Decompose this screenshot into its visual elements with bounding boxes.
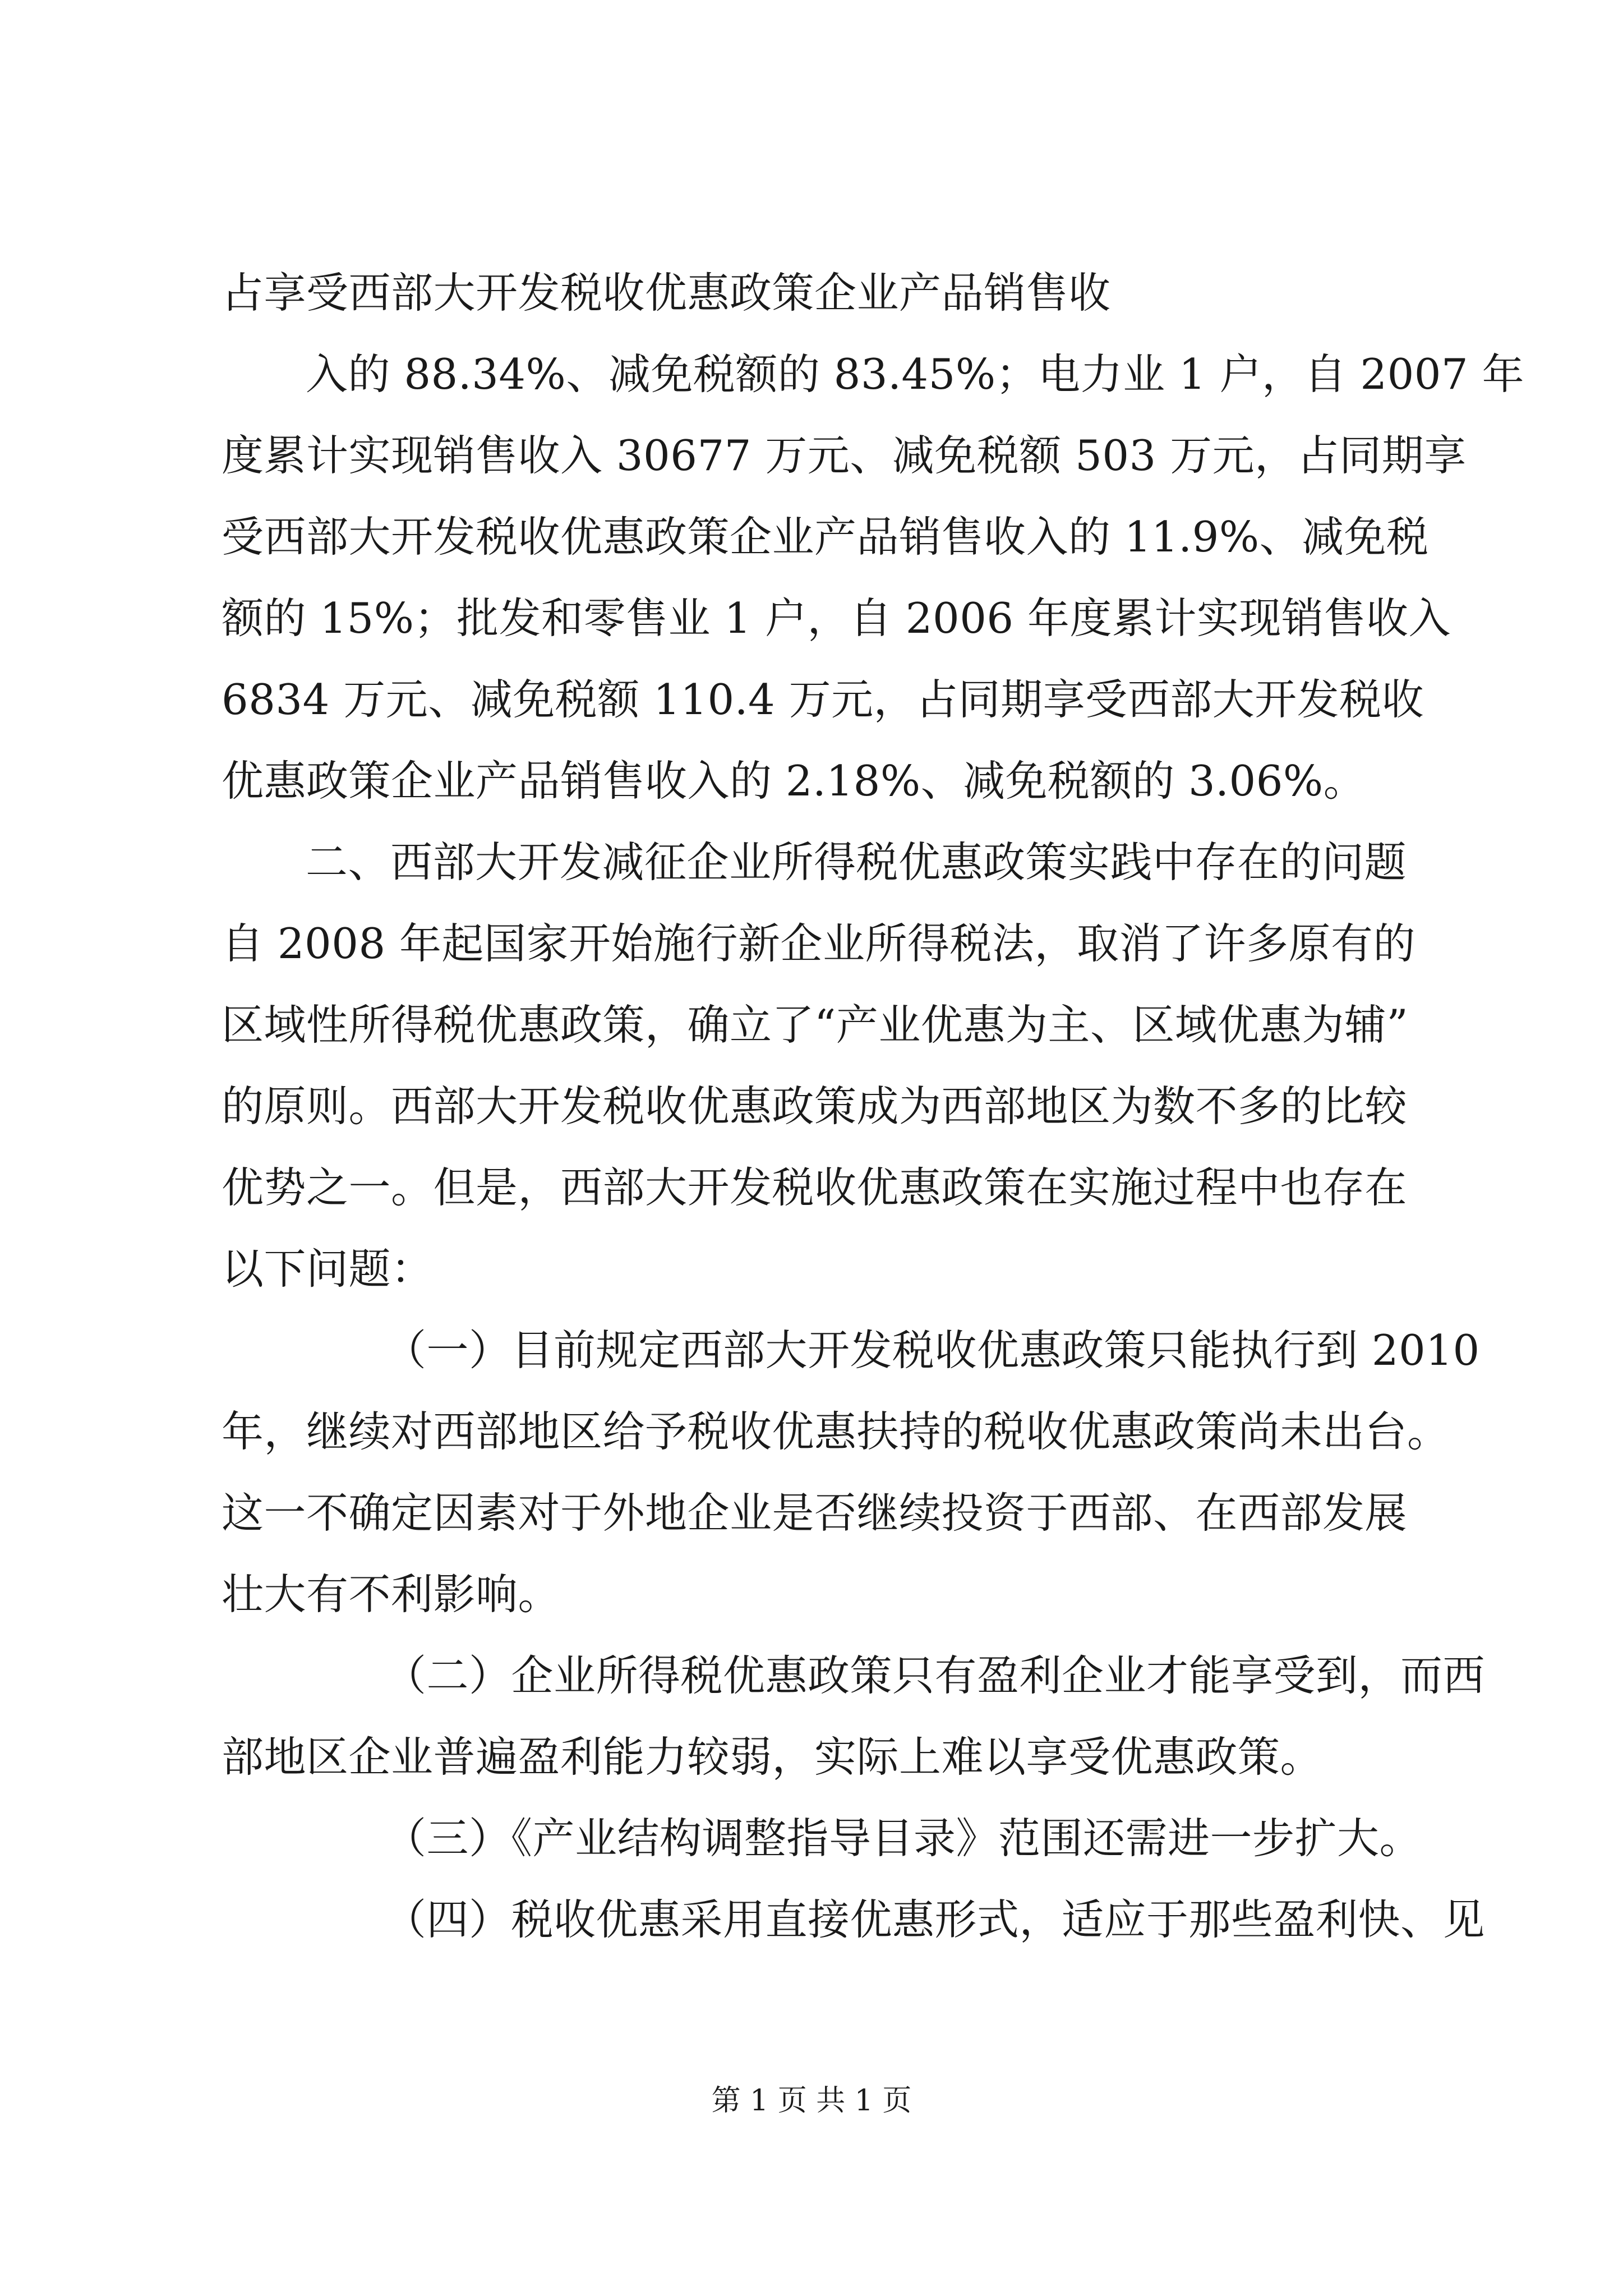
- text-line: 优惠政策企业产品销售收入的 2.18%、减免税额的 3.06%。: [222, 756, 1366, 806]
- text-line: 壮大有不利影响。: [222, 1570, 561, 1619]
- list-item-1: （一）目前规定西部大开发税收优惠政策只能执行到 2010: [384, 1326, 1480, 1375]
- text-line: 占享受西部大开发税收优惠政策企业产品销售收: [222, 268, 1111, 318]
- text-line: 年，继续对西部地区给予税收优惠扶持的税收优惠政策尚未出台。: [222, 1407, 1450, 1456]
- text-line: 部地区企业普遍盈利能力较弱，实际上难以享受优惠政策。: [222, 1732, 1323, 1782]
- text-line: 优势之一。但是，西部大开发税收优惠政策在实施过程中也存在: [222, 1163, 1408, 1212]
- text-line: 受西部大开发税收优惠政策企业产品销售收入的 11.9%、减免税: [222, 512, 1429, 562]
- text-line: 这一不确定因素对于外地企业是否继续投资于西部、在西部发展: [222, 1488, 1408, 1538]
- list-item-3: （三）《产业结构调整指导目录》范围还需进一步扩大。: [384, 1814, 1422, 1863]
- text-line: 自 2008 年起国家开始施行新企业所得税法，取消了许多原有的: [222, 919, 1416, 968]
- text-line: 入的 88.34%、减免税额的 83.45%；电力业 1 户，自 2007 年: [306, 349, 1525, 399]
- page-indicator: 第 1 页 共 1 页: [711, 2084, 912, 2118]
- list-item-4: （四）税收优惠采用直接优惠形式，适应于那些盈利快、见: [384, 1895, 1486, 1944]
- section-heading: 二、西部大开发减征企业所得税优惠政策实践中存在的问题: [306, 838, 1407, 887]
- text-line: 的原则。西部大开发税收优惠政策成为西部地区为数不多的比较: [222, 1082, 1408, 1131]
- text-line: 6834 万元、减免税额 110.4 万元，占同期享受西部大开发税收: [222, 675, 1424, 724]
- text-line: 区域性所得税优惠政策，确立了“产业优惠为主、区域优惠为辅”: [222, 1000, 1409, 1050]
- text-line: 度累计实现销售收入 30677 万元、减免税额 503 万元，占同期享: [222, 431, 1467, 480]
- text-line: 额的 15%；批发和零售业 1 户，自 2006 年度累计实现销售收入: [222, 593, 1451, 643]
- list-item-2: （二）企业所得税优惠政策只有盈利企业才能享受到，而西: [384, 1651, 1486, 1700]
- document-body: [222, 252, 1525, 1961]
- text-line: 以下问题：: [222, 1244, 434, 1294]
